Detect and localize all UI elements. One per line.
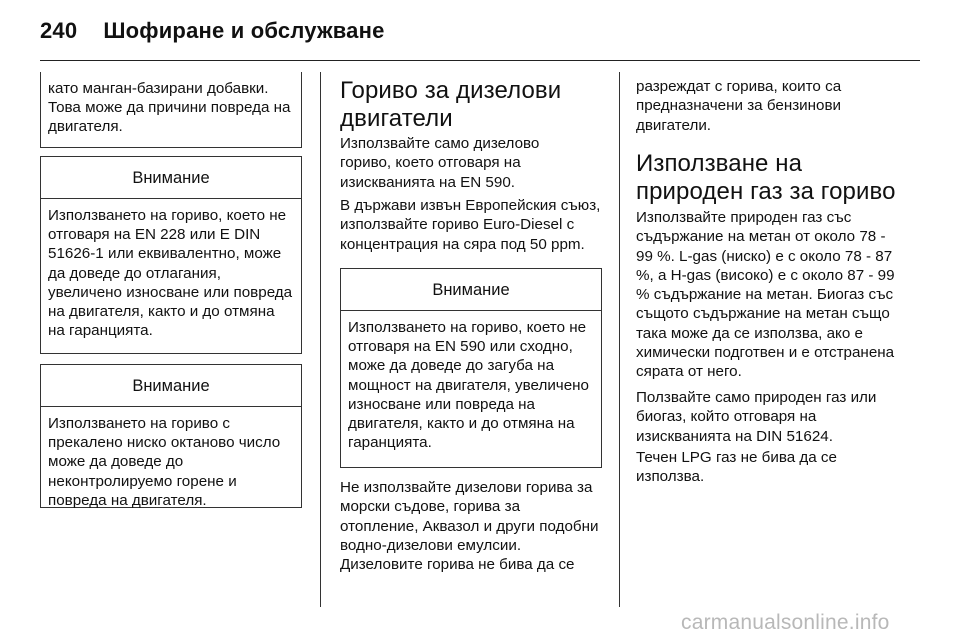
- chapter-title: Шофиране и обслужване: [103, 18, 385, 43]
- watermark-text: carmanualsonline.info: [681, 611, 890, 634]
- column-divider-1: [320, 72, 321, 607]
- paragraph: Използвайте само дизелово гориво, което отговаря на изискванията на EN 590.: [340, 135, 540, 191]
- continued-paragraph: разреждат с горива, които са предназначени за бензинови двигатели.: [636, 78, 842, 134]
- warning-box-3: [340, 268, 602, 468]
- column-divider-2: [619, 72, 620, 607]
- paragraph: Не използвайте дизелови горива за морски съдове, горива за отопление, Аквазол и други подобни водно-дизелови емулсии. Дизеловите горива не бива да се: [340, 479, 599, 574]
- warning-box-2: [40, 364, 302, 508]
- section-heading: Използване на природен газ за гориво: [636, 150, 896, 205]
- paragraph: Ползвайте само природен газ или биогаз, който отговаря на изискванията на DIN 51624.: [636, 389, 877, 445]
- warning-title: Внимание: [41, 157, 301, 199]
- page-header: [40, 18, 385, 44]
- paragraph: Течен LPG газ не бива да се използва.: [636, 449, 837, 486]
- warning-title: Внимание: [41, 365, 301, 407]
- paragraph: Използвайте природен газ със съдържание на метан от около 78 - 99 %. L-gas (ниско) е с около 78 - 87 %, а H-gas (високо) е с около 87 - 99 % съдържание на метан. Биогаз със същото съдържание на метан също така може да се използва, ако е химически подготвен и е отстранена сярата от него.: [636, 209, 895, 381]
- section-heading: Гориво за дизелови двигатели: [340, 77, 562, 132]
- warning-text: Използването на гориво с прекалено ниско октаново число може да доведе до неконтролируемо горене и повреда на двигателя.: [48, 415, 281, 509]
- page-number: 240: [40, 18, 78, 43]
- warning-box-1: [40, 156, 302, 354]
- warning-text: Използването на гориво, което не отговаря на EN 590 или сходно, може да доведе до загуба на мощност на двигателя, увеличено износване или повреда на двигателя, както и до отмяна на гаранцията.: [348, 319, 589, 452]
- continued-notice-box: [40, 72, 302, 148]
- header-rule: [40, 60, 920, 61]
- warning-title: Внимание: [341, 269, 601, 311]
- paragraph: В държави извън Европейския съюз, използвайте гориво Euro-Diesel с концентрация на сяра под 50 ppm.: [340, 197, 601, 253]
- continued-notice-text: като манган-базирани добавки. Това може да причини повреда на двигателя.: [48, 80, 291, 136]
- warning-text: Използването на гориво, което не отговаря на EN 228 или E DIN 51626-1 или еквивалентно, може да доведе до отлагания, увеличено износване или повреда на двигателя, както и до отмяна на гаранцията.: [48, 207, 293, 340]
